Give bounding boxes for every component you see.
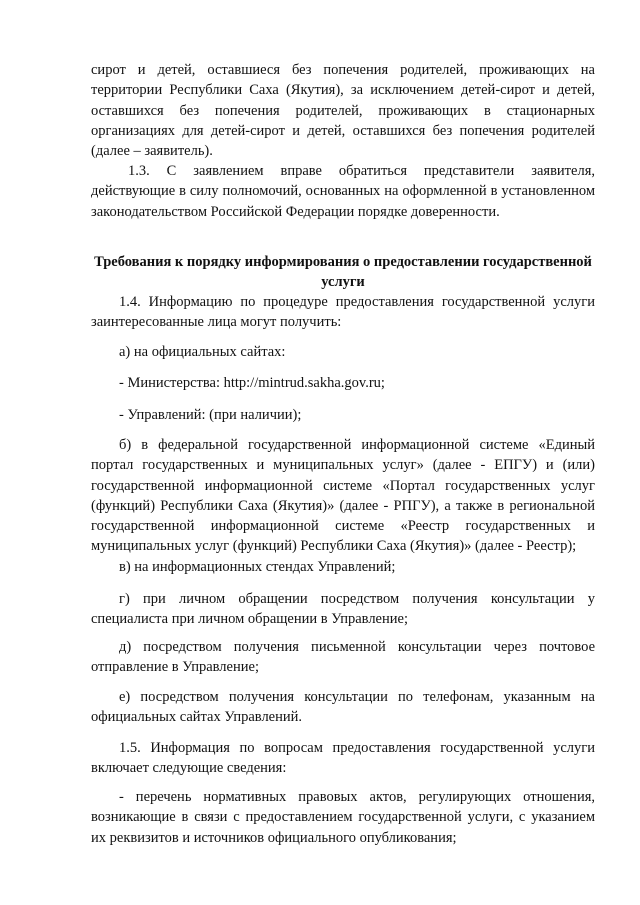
list-item-v: в) на информационных стендах Управлений; (119, 559, 396, 575)
list-item-g: г) при личном обращении посредством получения консультации у специалиста при личном обращении в Управление; (91, 591, 595, 628)
list-item-d: д) посредством получения письменной консультации через почтовое отправление в Управление; (91, 639, 595, 676)
list-item-b: б) в федеральной государственной информационной системе «Единый портал государственных и муниципальных услуг» (далее - ЕПГУ) и (или) государственной информационной системе «Портал государственных услуг (функций) Республики Саха (Якутия)» (далее - РПГУ), а также в региональной государственной информационной системе «Реестр государственных и муниципальных услуг (функций) Республики Саха (Якутия)» (далее - Реестр); (91, 437, 595, 555)
list-item-a: а) на официальных сайтах: (119, 344, 286, 360)
paragraph-1-3: 1.3. С заявлением вправе обратиться представители заявителя, действующие в силу полномочий, основанных на оформленной в установленном законодательством Российской Федерации порядке доверенности. (91, 163, 595, 220)
list-item-legal-acts: - перечень нормативных правовых актов, регулирующих отношения, возникающие в связи с предоставлением государственной услуги, с указанием их реквизитов и источников официального опубликования; (91, 789, 595, 846)
list-item-e: е) посредством получения консультации по телефонам, указанным на официальных сайтах Управлений. (91, 689, 595, 726)
list-item-ministry-site: - Министерства: http://mintrud.sakha.gov.ru; (119, 375, 385, 391)
paragraph-1-4: 1.4. Информацию по процедуре предоставления государственной услуги заинтересованные лица могут получить: (91, 294, 595, 331)
section-heading: Требования к порядку информирования о предоставлении государственной услуги (94, 254, 592, 291)
list-item-offices-sites: - Управлений: (при наличии); (119, 407, 302, 423)
paragraph-applicants-continued: сирот и детей, оставшиеся без попечения родителей, проживающих на территории Республики Саха (Якутия), за исключением детей-сирот и детей, оставшихся без попечения родителей, проживающих в стационарных организациях для детей-сирот и детей, оставшихся без попечения родителей (далее – заявитель). (91, 62, 595, 160)
paragraph-1-5: 1.5. Информация по вопросам предоставления государственной услуги включает следующие сведения: (91, 740, 595, 777)
